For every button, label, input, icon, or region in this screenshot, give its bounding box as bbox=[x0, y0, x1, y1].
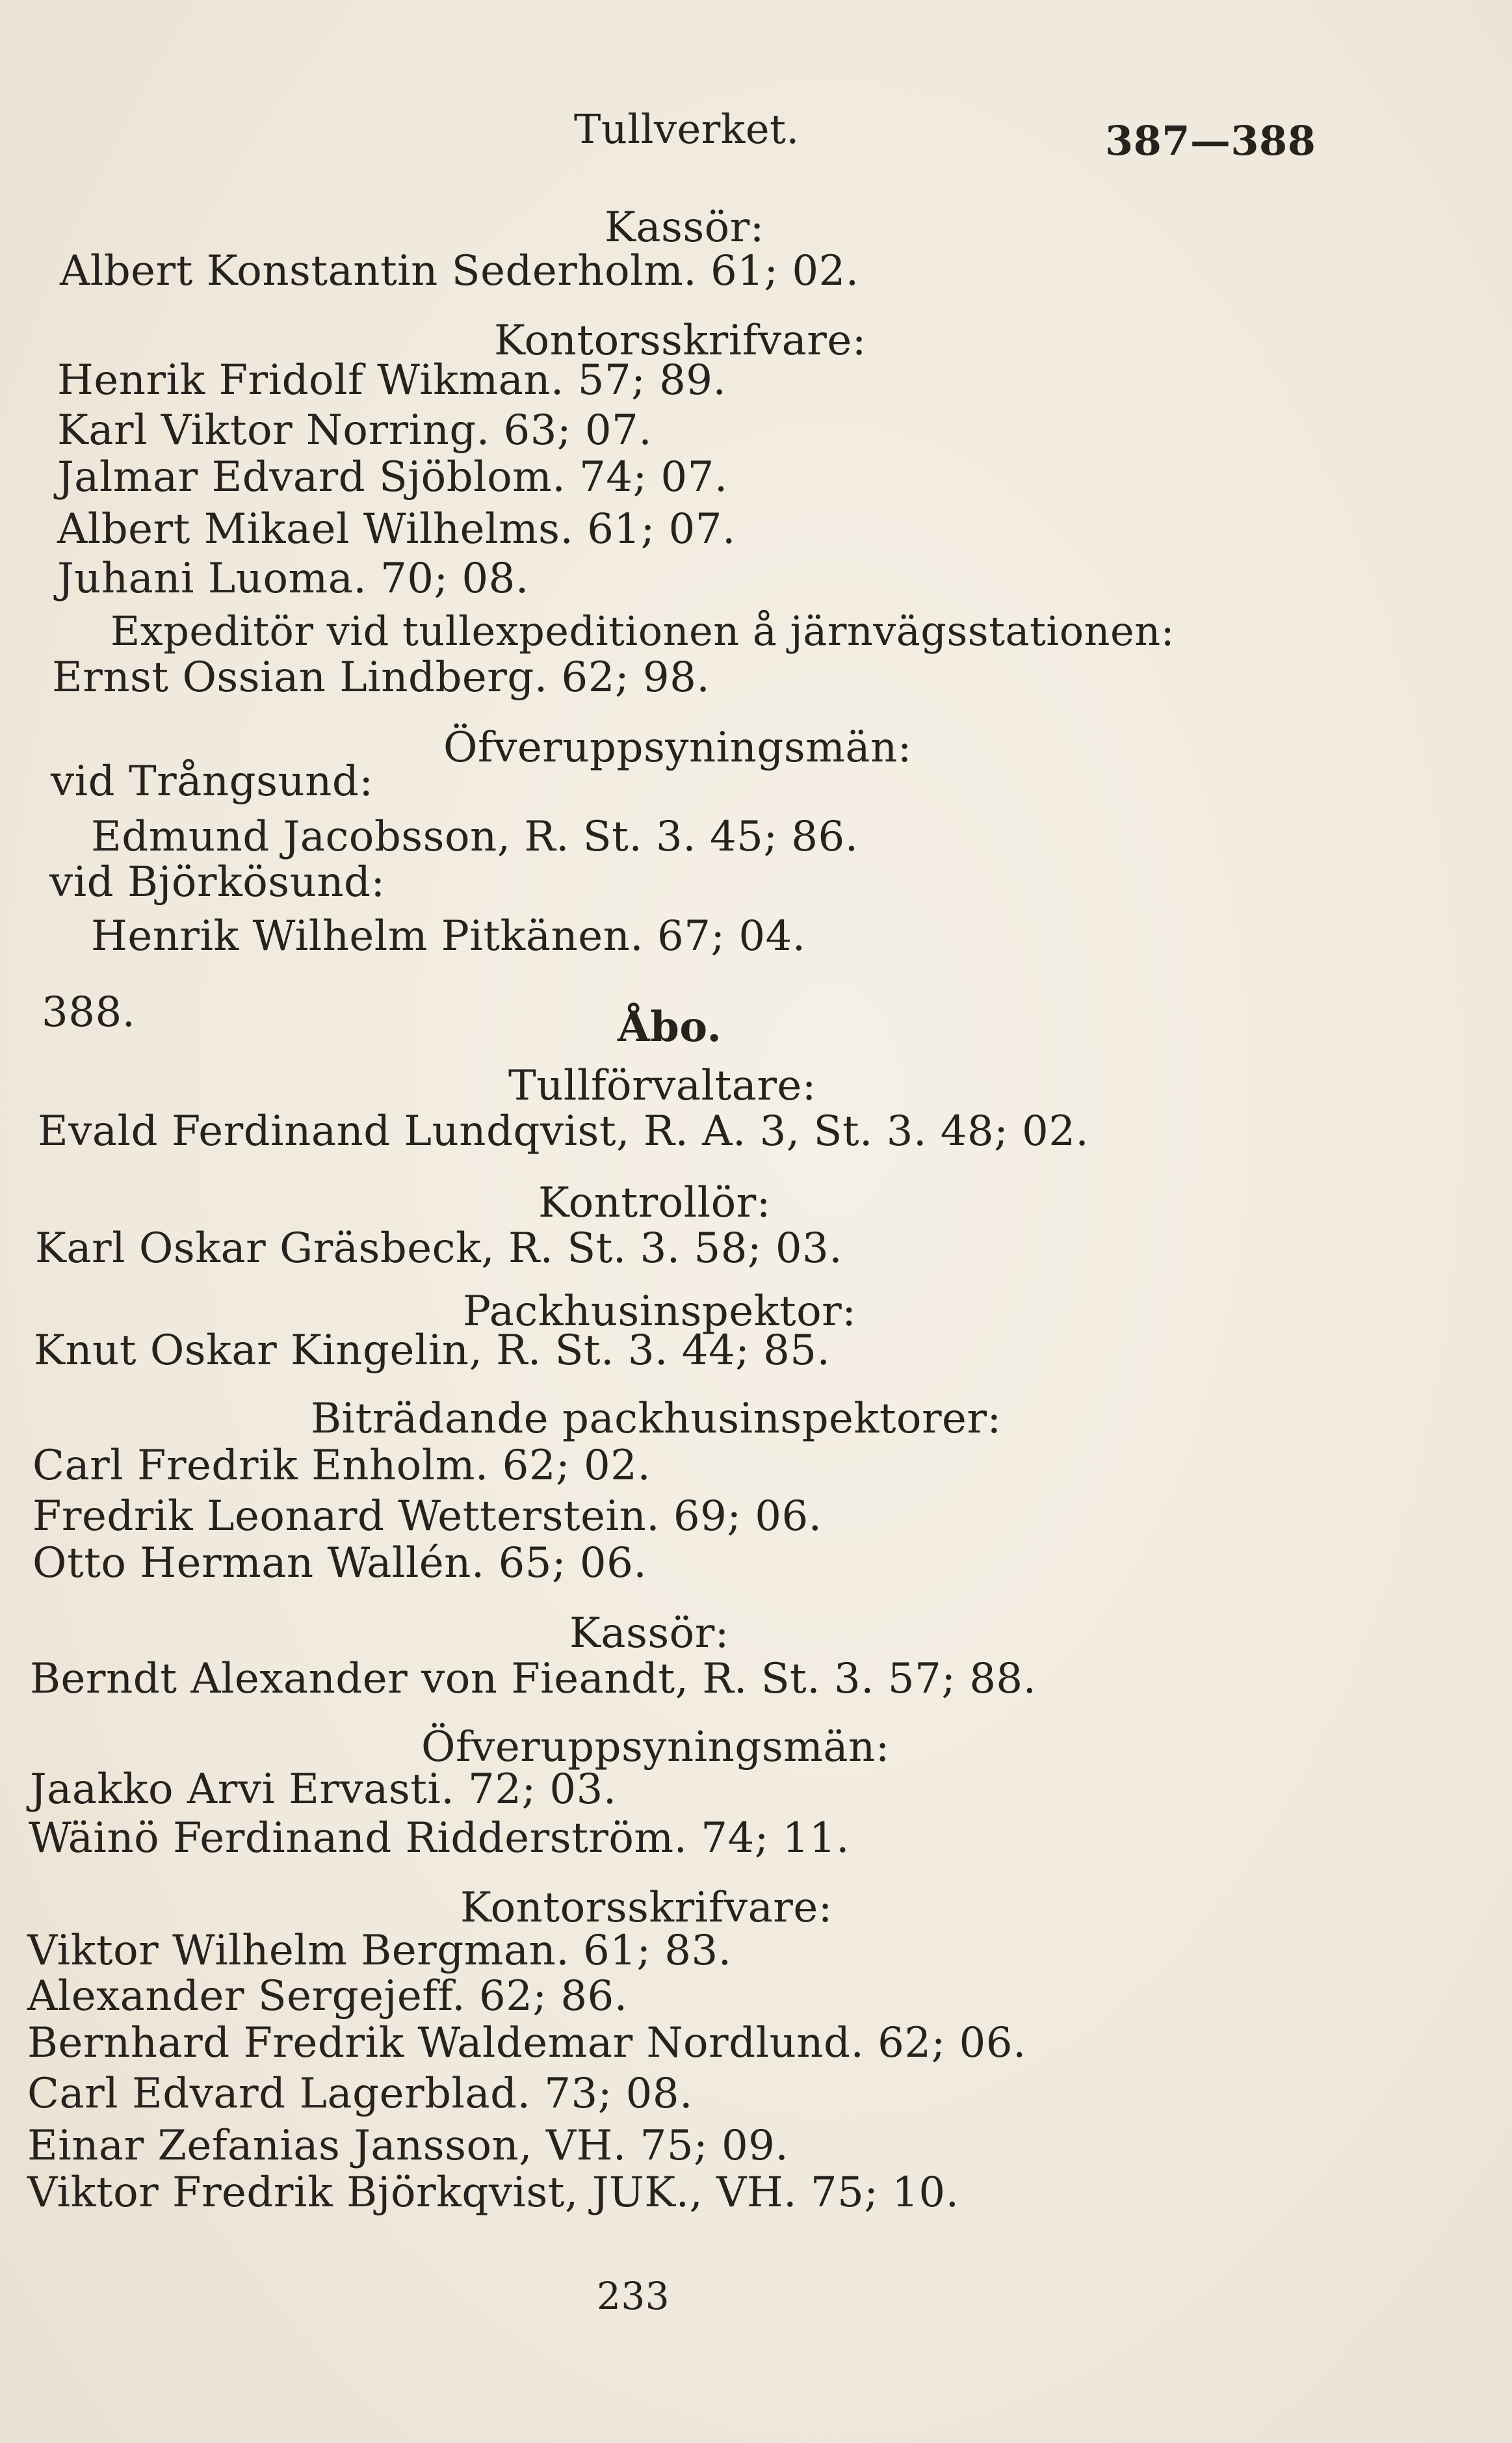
entry-kontorsskrifvare-388-6: Viktor Fredrik Björkqvist, JUK., VH. 75; 10. bbox=[27, 2169, 959, 2217]
entry-kontorsskrifvare-388-4: Carl Edvard Lagerblad. 73; 08. bbox=[27, 2070, 693, 2118]
entry-kontorsskrifvare-388-3: Bernhard Fredrik Waldemar Nordlund. 62; 06. bbox=[27, 2019, 1026, 2067]
page-range: 387—388 bbox=[1105, 117, 1316, 165]
entry-expeditor: Ernst Ossian Lindberg. 62; 98. bbox=[52, 654, 710, 702]
label-trangsund: vid Trångsund: bbox=[51, 758, 374, 806]
entry-bitradande-2: Fredrik Leonard Wetterstein. 69; 06. bbox=[33, 1492, 822, 1540]
heading-kassor-387: Kassör: bbox=[605, 204, 764, 252]
entry-kontorsskrifvare-388-5: Einar Zefanias Jansson, VH. 75; 09. bbox=[27, 2122, 789, 2170]
entry-tullforvaltare: Evald Ferdinand Lundqvist, R. A. 3, St. 3. 48; 02. bbox=[38, 1107, 1089, 1155]
heading-kassor-388: Kassör: bbox=[569, 1609, 729, 1657]
section-number-388: 388. bbox=[42, 988, 136, 1037]
running-title: Tullverket. bbox=[574, 105, 800, 153]
heading-ofveruppsyningsman-387: Öfveruppsyningsmän: bbox=[443, 724, 912, 772]
entry-kontorsskrifvare-387-2: Karl Viktor Norring. 63; 07. bbox=[57, 406, 653, 455]
label-bjorkosund: vid Björkösund: bbox=[49, 858, 385, 906]
entry-kontorsskrifvare-387-4: Albert Mikael Wilhelms. 61; 07. bbox=[57, 505, 736, 553]
entry-ofveruppsyningsman-388-2: Wäinö Ferdinand Ridderström. 74; 11. bbox=[29, 1814, 850, 1862]
entry-ofveruppsyningsman-388-1: Jaakko Arvi Ervasti. 72; 03. bbox=[30, 1765, 617, 1814]
entry-kontrollor: Karl Oskar Gräsbeck, R. St. 3. 58; 03. bbox=[35, 1224, 843, 1273]
entry-kassor-387: Albert Konstantin Sederholm. 61; 02. bbox=[60, 247, 859, 295]
heading-packhusinspektor: Packhusinspektor: bbox=[463, 1288, 857, 1336]
heading-ofveruppsyningsman-388: Öfveruppsyningsmän: bbox=[421, 1723, 890, 1771]
entry-packhusinspektor: Knut Oskar Kingelin, R. St. 3. 44; 85. bbox=[34, 1327, 831, 1375]
entry-kontorsskrifvare-388-2: Alexander Sergejeff. 62; 86. bbox=[27, 1972, 628, 2020]
entry-kontorsskrifvare-387-1: Henrik Fridolf Wikman. 57; 89. bbox=[57, 356, 727, 404]
heading-kontorsskrifvare-388: Kontorsskrifvare: bbox=[460, 1884, 833, 1932]
entry-kontorsskrifvare-387-3: Jalmar Edvard Sjöblom. 74; 07. bbox=[57, 453, 728, 501]
entry-kontorsskrifvare-387-5: Juhani Luoma. 70; 08. bbox=[57, 555, 529, 603]
entry-kontorsskrifvare-388-1: Viktor Wilhelm Bergman. 61; 83. bbox=[27, 1927, 732, 1975]
entry-bitradande-1: Carl Fredrik Enholm. 62; 02. bbox=[33, 1442, 651, 1490]
heading-tullforvaltare: Tullförvaltare: bbox=[508, 1062, 816, 1110]
heading-bitradande: Biträdande packhusinspektorer: bbox=[311, 1395, 1002, 1443]
entry-kassor-388: Berndt Alexander von Fieandt, R. St. 3. 57; 88. bbox=[30, 1655, 1037, 1703]
entry-trangsund: Edmund Jacobsson, R. St. 3. 45; 86. bbox=[91, 813, 859, 861]
entry-bjorkosund: Henrik Wilhelm Pitkänen. 67; 04. bbox=[91, 912, 806, 960]
heading-kontrollor: Kontrollör: bbox=[538, 1179, 771, 1227]
entry-bitradande-3: Otto Herman Wallén. 65; 06. bbox=[33, 1539, 647, 1587]
heading-kontorsskrifvare-387: Kontorsskrifvare: bbox=[494, 317, 867, 365]
heading-expeditor: Expeditör vid tullexpeditionen å järnvägsstationen: bbox=[111, 607, 1175, 655]
page-number: 233 bbox=[597, 2274, 670, 2318]
city-heading: Åbo. bbox=[618, 1003, 722, 1051]
